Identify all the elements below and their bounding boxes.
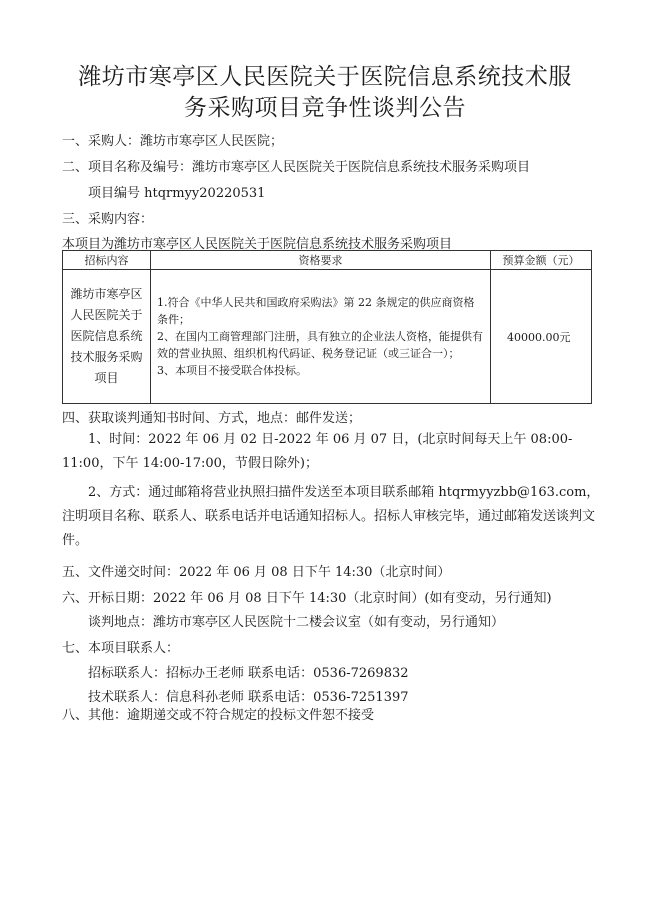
requirements-table (62, 250, 592, 404)
cell-budget: 40000.00元 (491, 270, 592, 404)
qualification-2: 2、在国内工商管理部门注册，具有独立的企业法人资格，能提供有效的营业执照、组织机构代码证、税务登记证（或三证合一）； (157, 330, 483, 360)
qualification-1: 1.符合《中华人民共和国政府采购法》第 22 条规定的供应商资格条件； (157, 296, 475, 326)
section-project-name: 二、项目名称及编号：潍坊市寒亭区人民医院关于医院信息系统技术服务采购项目 (62, 160, 531, 175)
project-number: 项目编号 htqrmyy20220531 (88, 186, 266, 201)
section-submission-time: 五、文件递交时间：2022 年 06 月 08 日下午 14:30（北京时间） (62, 565, 451, 580)
negotiation-place: 谈判地点：潍坊市寒亭区人民医院十二楼会议室（如有变动，另行通知） (88, 615, 505, 630)
section-contacts: 七、本项目联系人： (62, 641, 180, 656)
header-item: 招标内容 (63, 251, 151, 270)
section-other: 八、其他：逾期递交或不符合规定的投标文件恕不接受 (62, 708, 375, 723)
title-line-1: 潍坊市寒亭区人民医院关于医院信息系统技术服 (78, 64, 572, 90)
cell-qualifications (151, 270, 491, 404)
title-line-2: 务采购项目竞争性谈判公告 (184, 95, 466, 121)
document-title (40, 62, 610, 124)
notice-time: 1、时间：2022 年 06 月 02 日-2022 年 06 月 07 日，(北京时间每天上午 08:00-11:00，下午 14:00-17:00，节假日除外)； (62, 432, 573, 471)
contact-technical: 技术联系人：信息科孙老师 联系电话：0536-7251397 (88, 690, 409, 705)
section-opening-date: 六、开标日期：2022 年 06 月 08 日下午 14:30（北京时间）(如有变动，另行通知) (62, 591, 552, 606)
header-qualification: 资格要求 (151, 251, 491, 270)
section-purchaser: 一、采购人：潍坊市寒亭区人民医院； (62, 134, 284, 149)
contact-bidding: 招标联系人：招标办王老师 联系电话：0536-7269832 (88, 666, 409, 681)
section-content: 三、采购内容： (62, 212, 154, 227)
header-budget: 预算金额（元） (491, 251, 592, 270)
notice-method: 2、方式：通过邮箱将营业执照扫描件发送至本项目联系邮箱 htqrmyyzbb@163.com，注明项目名称、联系人、联系电话并电话通知招标人。招标人审核完毕，通过邮箱发送谈判文件。 (62, 485, 600, 548)
section-notice-acquisition: 四、获取谈判通知书时间、方式，地点：邮件发送； (62, 411, 362, 426)
cell-item: 潍坊市寒亭区人民医院关于医院信息系统技术服务采购项目 (63, 270, 151, 404)
content-intro: 本项目为潍坊市寒亭区人民医院关于医院信息系统技术服务采购项目 (62, 237, 453, 252)
table-row (63, 270, 592, 404)
qualification-3: 3、本项目不接受联合体投标。 (157, 364, 307, 377)
table-header-row (63, 251, 592, 270)
